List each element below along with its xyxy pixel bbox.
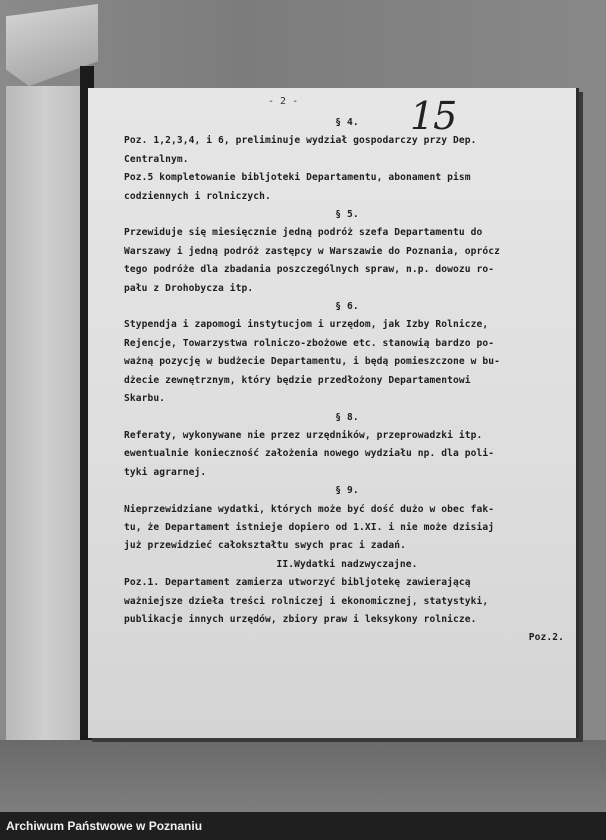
document-text — [124, 114, 570, 648]
document-line: tu, że Departament istnieje dopiero od 1.XI. i nie może dzisiaj — [124, 521, 495, 533]
document-line: II.Wydatki nadzwyczajne. — [276, 558, 418, 570]
document-line: pału z Drohobycza itp. — [124, 282, 254, 294]
document-line: ważną pozycję w budżecie Departamentu, i będą pomieszczone w bu- — [124, 356, 501, 368]
document-line: § 8. — [335, 411, 359, 423]
document-line: tyki agrarnej. — [124, 466, 207, 478]
document-line: już przewidzieć całokształtu swych prac i zadań. — [124, 540, 407, 552]
document-line: Rejencje, Towarzystwa rolniczo-zbożowe etc. stanowią bardzo po- — [124, 337, 495, 349]
archive-footer: Archiwum Państwowe w Poznaniu — [0, 812, 606, 840]
document-line: Poz.1. Departament zamierza utworzyć bibljotekę zawierającą — [124, 577, 471, 589]
document-line: § 9. — [335, 485, 359, 497]
document-line: Nieprzewidziane wydatki, których może być dość dużo w obec fak- — [124, 503, 495, 515]
document-line: publikacje innych urzędów, zbiory praw i leksykony rolnicze. — [124, 613, 477, 625]
document-line: Centralnym. — [124, 153, 189, 165]
document-line: ewentualnie konieczność założenia nowego wydziału np. dla poli- — [124, 448, 495, 460]
document-line: ważniejsze dzieła treści rolniczej i ekonomicznej, statystyki, — [124, 595, 489, 607]
document-line: § 6. — [335, 301, 359, 313]
document-line: Warszawy i jedną podróż zastępcy w Warszawie do Poznania, oprócz — [124, 245, 501, 257]
bottom-area — [0, 740, 606, 812]
document-line: Stypendja i zapomogi instytucjom i urzędom, jak Izby Rolnicze, — [124, 319, 489, 331]
document-line: Poz. 1,2,3,4, i 6, preliminuje wydział gospodarczy przy Dep. — [124, 135, 477, 147]
document-line: Poz.2. — [528, 632, 564, 644]
handwritten-number: 15 — [410, 94, 457, 138]
document-line: § 5. — [335, 209, 359, 221]
document-line: Poz.5 kompletowanie bibljoteki Departamentu, abonament pism — [124, 172, 471, 184]
document-line: dżecie zewnętrznym, który będzie przedłożony Departamentowi — [124, 374, 471, 386]
document-line: Skarbu. — [124, 393, 166, 405]
document-page — [88, 88, 579, 738]
left-paper-strip — [6, 86, 86, 746]
document-line: Referaty, wykonywane nie przez urzędników, przeprowadzki itp. — [124, 429, 483, 441]
document-line: codziennych i rolniczych. — [124, 190, 271, 202]
document-line: tego podróże dla zbadania poszczególnych spraw, n.p. dowozu ro- — [124, 264, 495, 276]
document-line: Przewiduje się miesięcznie jedną podróż szefa Departamentu do — [124, 227, 483, 239]
page-number: - 2 - — [268, 96, 299, 107]
document-line: § 4. — [335, 117, 359, 128]
